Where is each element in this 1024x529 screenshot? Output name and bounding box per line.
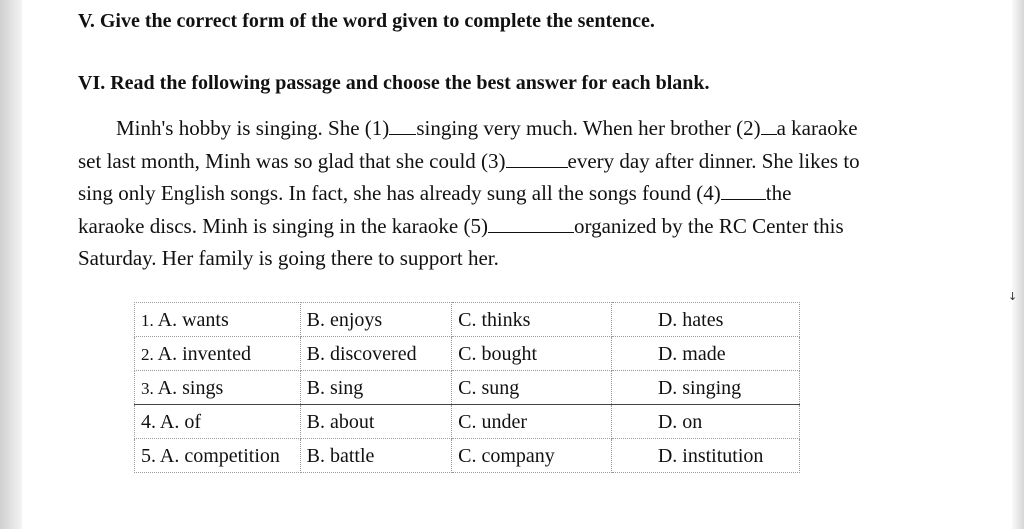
options-row <box>135 303 800 337</box>
passage-text: organized by the RC Center this <box>574 213 844 238</box>
blank-1 <box>389 116 416 135</box>
options-table <box>134 302 800 473</box>
option-d: D. made <box>611 337 799 371</box>
blank-3 <box>506 149 568 168</box>
blank-4 <box>721 181 766 200</box>
option-c: C. bought <box>452 337 612 371</box>
passage-text: every day after dinner. She likes to <box>567 148 860 173</box>
down-arrow-icon: ↓ <box>1008 290 1018 303</box>
passage-line-1 <box>78 112 973 145</box>
option-c: C. thinks <box>452 303 612 337</box>
option-a-cell <box>135 371 301 405</box>
section-vi-heading: VI. Read the following passage and choose the best answer for each blank. <box>78 72 710 94</box>
option-a: A. of <box>159 411 202 433</box>
passage-line-3 <box>78 177 973 210</box>
option-a: A. invented <box>157 343 251 365</box>
options-row <box>135 405 800 439</box>
passage-text: Saturday. Her family is going there to support her. <box>78 246 499 270</box>
option-d: D. singing <box>611 371 799 405</box>
option-c: C. sung <box>452 371 612 405</box>
options-row <box>135 371 800 405</box>
reading-passage <box>78 112 973 275</box>
option-a-cell <box>135 439 301 473</box>
right-page-edge <box>1012 0 1024 529</box>
option-b: B. battle <box>300 439 452 473</box>
section-v-heading: V. Give the correct form of the word given to complete the sentence. <box>78 10 655 32</box>
passage-text: karaoke discs. Minh is singing in the karaoke (5) <box>78 213 488 238</box>
option-a: A. wants <box>157 309 229 331</box>
blank-2 <box>761 116 777 135</box>
option-a: A. competition <box>159 445 280 467</box>
passage-line-4 <box>78 210 973 243</box>
passage-text: set last month, Minh was so glad that she could (3) <box>78 148 506 173</box>
question-number: 3. <box>141 379 154 398</box>
option-a-cell <box>135 303 301 337</box>
options-row <box>135 337 800 371</box>
option-c: C. under <box>452 405 612 439</box>
option-b: B. about <box>300 405 452 439</box>
question-number: 5. <box>141 445 156 467</box>
option-a-cell <box>135 405 301 439</box>
left-page-edge <box>0 0 22 529</box>
option-a-cell <box>135 337 301 371</box>
option-c: C. company <box>452 439 612 473</box>
options-row <box>135 439 800 473</box>
option-d: D. on <box>611 405 799 439</box>
passage-line-5 <box>78 242 973 275</box>
question-number: 4. <box>141 411 156 433</box>
passage-text: a karaoke <box>776 116 858 140</box>
option-d: D. institution <box>611 439 799 473</box>
passage-text: singing very much. When her brother (2) <box>416 116 761 140</box>
option-b: B. enjoys <box>300 303 452 337</box>
option-a: A. sings <box>157 377 224 399</box>
passage-text: the <box>765 181 792 205</box>
option-d: D. hates <box>611 303 799 337</box>
question-number: 1. <box>141 311 154 330</box>
passage-text: sing only English songs. In fact, she has already sung all the songs found (4) <box>78 181 721 205</box>
passage-text: Minh's hobby is singing. She (1) <box>116 116 390 140</box>
question-number: 2. <box>141 345 154 364</box>
option-b: B. discovered <box>300 337 452 371</box>
passage-line-2 <box>78 145 973 178</box>
blank-5 <box>488 214 574 233</box>
option-b: B. sing <box>300 371 452 405</box>
